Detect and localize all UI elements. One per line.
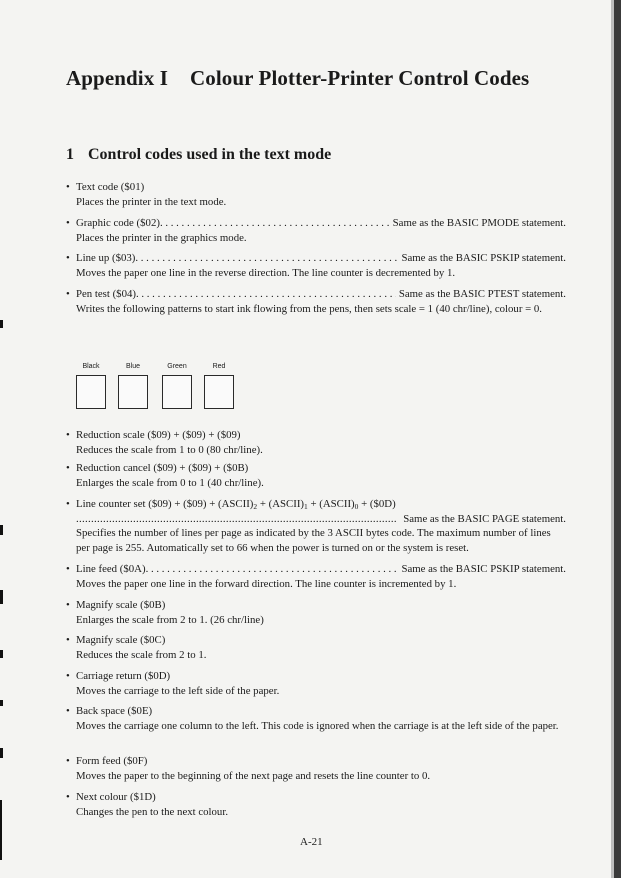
list-item: [66, 216, 566, 245]
swatch-label: Black: [82, 363, 100, 370]
dot-leader: [160, 216, 390, 231]
page-number: A-21: [300, 836, 323, 848]
page-edge: [614, 0, 621, 878]
bullet: •: [66, 599, 70, 611]
swatch-blue: [118, 362, 148, 409]
swatch-box: [118, 375, 148, 409]
swatch-label: Red: [212, 363, 226, 370]
code-label: Line feed ($0A): [76, 563, 146, 575]
code-label: Reduction cancel ($09) + ($09) + ($0B): [76, 462, 249, 474]
scan-mark: [0, 590, 3, 604]
bullet: •: [66, 498, 70, 510]
code-description: Specifies the number of lines per page as indicated by the 3 ASCII bytes code. The maximum number of lines per page is 255. Automatically set to 66 when the power is turned on or the system is reset.: [76, 527, 551, 554]
basic-note: Same as the BASIC PAGE statement.: [403, 512, 566, 525]
page-title: [66, 66, 529, 91]
code-description: Moves the carriage one column to the left. This code is ignored when the carriage is at the left side of the paper.: [76, 719, 559, 732]
basic-note: Same as the BASIC PSKIP statement.: [401, 252, 566, 264]
code-label: Magnify scale ($0B): [76, 599, 166, 611]
scan-mark: [0, 700, 3, 706]
bullet: •: [66, 705, 70, 717]
code-description: Reduces the scale from 2 to 1.: [76, 648, 207, 661]
scan-mark: [0, 800, 2, 860]
dot-leader: [135, 251, 398, 266]
section-heading: [66, 146, 331, 164]
list-item: [66, 251, 566, 280]
bullet: •: [66, 755, 70, 767]
list-item: [66, 180, 566, 209]
swatch-red: [204, 362, 234, 409]
code-label: Graphic code ($02): [76, 217, 160, 229]
basic-note: Same as the BASIC PTEST statement.: [398, 288, 566, 300]
bullet: •: [66, 462, 70, 474]
code-label: Text code ($01): [76, 181, 145, 193]
list-item: [66, 497, 566, 555]
scan-mark: [0, 650, 3, 658]
bullet: •: [66, 563, 70, 575]
bullet: •: [66, 634, 70, 646]
section-number: 1: [66, 146, 74, 163]
code-description: Moves the paper to the beginning of the next page and resets the line counter to 0.: [76, 769, 431, 782]
basic-note: Same as the BASIC PSKIP statement.: [401, 563, 566, 575]
list-item: [66, 790, 566, 819]
swatch-box: [76, 375, 106, 409]
scan-mark: [0, 525, 3, 535]
section-title: Control codes used in the text mode: [88, 146, 332, 163]
bullet: •: [66, 429, 70, 441]
list-item: [66, 428, 566, 457]
dot-leader: [146, 562, 399, 577]
swatch-black: [76, 362, 106, 409]
code-label: Line counter set ($09) + ($09) + $(ASCII)_2$ + $(ASCII)_1$ + $(ASCII)_0$ + ($0D): [76, 498, 396, 511]
code-description: Places the printer in the graphics mode.: [76, 231, 247, 244]
code-label: Magnify scale ($0C): [76, 634, 166, 646]
scan-mark: [0, 748, 3, 758]
swatch-label: Blue: [125, 363, 140, 370]
bullet: •: [66, 288, 70, 300]
code-label: Back space ($0E): [76, 705, 153, 717]
swatch-green: [162, 362, 192, 409]
code-description: Enlarges the scale from 0 to 1 (40 chr/line).: [76, 476, 264, 489]
bullet: •: [66, 181, 70, 193]
list-item: [66, 287, 566, 316]
bullet: •: [66, 670, 70, 682]
scan-mark: [0, 320, 3, 328]
code-description: Enlarges the scale from 2 to 1. (26 chr/line): [76, 613, 264, 626]
code-label: Reduction scale ($09) + ($09) + ($09): [76, 429, 241, 441]
bullet: •: [66, 791, 70, 803]
code-description: Reduces the scale from 1 to 0 (80 chr/line).: [76, 443, 263, 456]
code-description: Moves the paper one line in the forward direction. The line counter is incremented by 1.: [76, 577, 457, 590]
list-item: [66, 562, 566, 591]
bullet: •: [66, 252, 70, 264]
appendix-title: Colour Plotter-Printer Control Codes: [189, 66, 530, 90]
code-label: Line up ($03): [76, 252, 136, 264]
list-item: [66, 633, 566, 662]
code-label: Next colour ($1D): [76, 791, 156, 803]
code-description: Writes the following patterns to start ink flowing from the pens, then sets scale = 1 (40 chr/line), colour = 0.: [76, 302, 543, 315]
code-description: Changes the pen to the next colour.: [76, 805, 229, 818]
appendix-label: Appendix I: [66, 66, 168, 90]
bullet: •: [66, 217, 70, 229]
code-label: Carriage return ($0D): [76, 670, 171, 682]
swatch-label: Green: [167, 363, 187, 370]
dot-leader: [136, 287, 396, 302]
code-label: Pen test ($04): [76, 288, 136, 300]
list-item: [66, 598, 566, 627]
code-label: Form feed ($0F): [76, 755, 148, 767]
list-item: [66, 669, 566, 698]
swatch-box: [204, 375, 234, 409]
swatch-box: [162, 375, 192, 409]
list-item: [66, 754, 566, 783]
list-item: [66, 461, 566, 490]
dot-leader: [76, 512, 400, 527]
code-description: Places the printer in the text mode.: [76, 195, 227, 208]
code-description: Moves the carriage to the left side of the paper.: [76, 684, 280, 697]
code-description: Moves the paper one line in the reverse direction. The line counter is decremented by 1.: [76, 266, 456, 279]
basic-note: Same as the BASIC PMODE statement.: [392, 217, 566, 229]
list-item: [66, 704, 566, 733]
